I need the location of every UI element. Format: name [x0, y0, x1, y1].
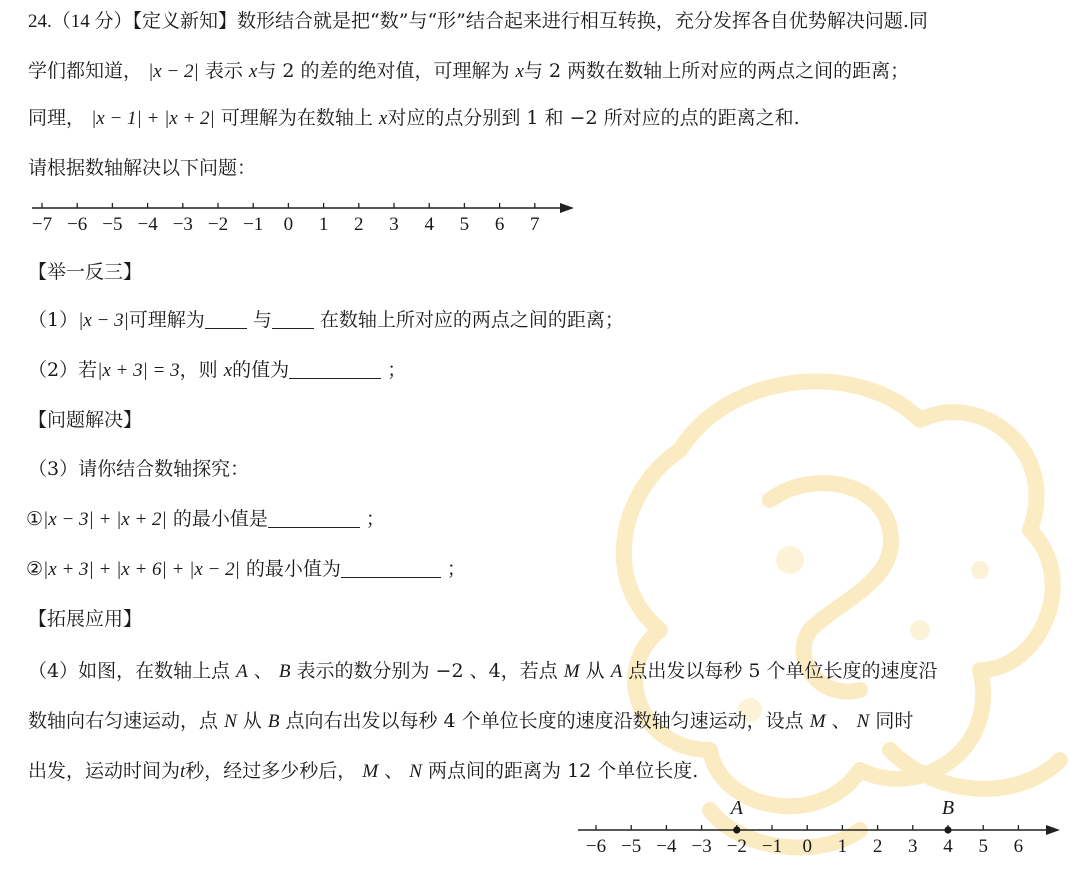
number-line-1-tick-label: 5: [459, 214, 470, 235]
question-4-line-2: [28, 708, 1068, 735]
q4-text-1c: 从: [585, 660, 605, 682]
number-line-1-tick-label: −6: [67, 214, 88, 235]
q4-sep: 、: [253, 660, 273, 682]
q4-point-m: M: [563, 661, 580, 682]
intro-line-2: [28, 58, 1068, 85]
q1-answer-blank-2[interactable]: [272, 308, 314, 329]
var-x: x: [223, 360, 233, 381]
var-x: x: [515, 61, 524, 82]
q4-point-a: A: [236, 661, 248, 682]
number-line-1-tick-label: 7: [530, 214, 540, 235]
q1-answer-blank-1[interactable]: [205, 308, 247, 329]
q4-text-2b: 从: [242, 710, 262, 732]
number-line-2-tick-label: −6: [585, 836, 607, 857]
q4-point-n: N: [224, 711, 237, 732]
q3-sub2-mark: ②: [26, 558, 44, 580]
number-line-2-tick-label: 4: [943, 836, 953, 857]
number-line-1-tick-label: 2: [354, 214, 364, 235]
number-line-1-tick-label: 4: [424, 214, 434, 235]
q3-sub1-mark: ①: [26, 508, 44, 530]
q4-point-n: N: [856, 711, 870, 732]
number-line-2-tick-label: −3: [691, 836, 712, 857]
q4-point-m: M: [809, 711, 826, 732]
intro-text-3c: 对应的点分别到 1 和 −2 所对应的点的距离之和.: [387, 107, 800, 129]
q4-var-t: t: [180, 761, 186, 782]
q4-point-m: M: [362, 761, 379, 782]
question-3-sub-1: [26, 506, 1066, 533]
q4-point-b: B: [267, 711, 280, 732]
question-2: [28, 357, 1068, 384]
number-line-2-arrow: [1046, 825, 1060, 835]
question-4-line-1: [28, 658, 1068, 685]
q3-sub2-answer-blank[interactable]: [341, 557, 441, 578]
q2-label: （2）若: [28, 359, 98, 381]
number-line-2-tick-label: 3: [908, 836, 918, 857]
number-line-1-tick-label: 6: [494, 214, 505, 235]
q4-text-2c: 点向右出发以每秒 4 个单位长度的速度沿数轴匀速运动，设点: [285, 710, 804, 732]
q4-text-2a: 数轴向右匀速运动，点: [28, 710, 219, 732]
question-4-line-3: [28, 758, 1068, 785]
problem-score: （14 分）: [51, 11, 133, 32]
number-line-2-tick-label: 6: [1013, 836, 1024, 857]
number-line-1-tick-label: −3: [172, 214, 193, 235]
number-line-1-tick-label: −7: [31, 214, 53, 235]
q1-text-a: 可理解为: [128, 309, 205, 331]
q3-label: （3）请你结合数轴探究：: [28, 458, 250, 480]
q1-label: （1）: [28, 309, 79, 331]
number-line-1-tick-label: 3: [389, 214, 399, 235]
question-3: [28, 456, 1068, 482]
section-title-1: [28, 259, 1068, 285]
intro-text-2d: 与 2 两数在数轴上所对应的两点之间的距离；: [523, 60, 910, 82]
number-line-1-tick-label: 0: [283, 214, 294, 235]
q3-sub2-expr: |x + 3| + |x + 6| + |x − 2|: [43, 559, 240, 580]
question-1: [28, 307, 1068, 334]
intro-line-3: [28, 105, 1068, 132]
question-3-sub-2: [26, 556, 1066, 583]
intro-line-4: [28, 155, 1068, 181]
q3-sub1-answer-blank[interactable]: [268, 507, 360, 528]
q4-text-1b: 表示的数分别为 −2 、4，若点: [296, 660, 558, 682]
expr-abs-sum: |x − 1| + |x + 2|: [91, 108, 215, 129]
intro-text-2a: 学们都知道，: [28, 60, 143, 82]
intro-line-1: [28, 8, 1068, 35]
q2-answer-blank[interactable]: [289, 358, 381, 379]
intro-text-1: 数形结合就是把“数”与“形”结合起来进行相互转换，充分发挥各自优势解决问题.同: [237, 10, 928, 32]
number-line-1-tick-label: −2: [207, 214, 229, 235]
number-line-1-tick-label: −1: [243, 214, 264, 235]
q4-sep: 、: [384, 760, 404, 782]
q2-text-a: ，则: [179, 359, 218, 381]
q4-point-b: B: [278, 661, 291, 682]
q2-end: ；: [387, 359, 407, 381]
q1-expr: |x − 3|: [78, 310, 129, 331]
number-line-2-tick-label: 0: [802, 836, 812, 857]
q4-text-3a: 出发，运动时间为: [28, 760, 181, 782]
section-title-3-text: 【拓展应用】: [28, 608, 143, 630]
number-line-2: [574, 798, 1064, 862]
q3-sub1-expr: |x − 3| + |x + 2|: [43, 509, 167, 530]
point-a-dot: [733, 826, 740, 833]
q4-sep: 、: [831, 710, 851, 732]
number-line-2-tick-label: −2: [726, 836, 747, 857]
intro-text-3a: 同理，: [28, 107, 86, 129]
expr-abs-x-minus-2: |x − 2|: [148, 61, 199, 82]
section-title-1-text: 【举一反三】: [28, 261, 143, 283]
q2-text-b: 的值为: [232, 359, 290, 381]
q3-sub2-end: ；: [446, 558, 466, 580]
q4-point-a: A: [610, 661, 623, 682]
intro-text-2b: 表示: [204, 60, 243, 82]
number-line-2-tick-label: 2: [872, 836, 883, 857]
q3-sub1-end: ；: [365, 508, 385, 530]
q1-text-b: 与: [252, 309, 272, 331]
var-x: x: [248, 61, 258, 82]
q4-text-3c: 两点间的距离为 12 个单位长度.: [428, 760, 699, 782]
number-line-1-tick-label: 1: [318, 214, 329, 235]
point-b-label: B: [941, 798, 955, 819]
number-line-1-arrow: [560, 203, 574, 213]
q1-text-c: 在数轴上所对应的两点之间的距离；: [319, 309, 624, 331]
var-x: x: [378, 108, 388, 129]
intro-text-4: 请根据数轴解决以下问题：: [28, 157, 257, 179]
intro-text-3b: 可理解为在数轴上: [220, 107, 373, 129]
number-line-2-tick-label: −5: [621, 836, 642, 857]
q3-sub1-text: 的最小值是: [172, 508, 268, 530]
section-title-2-text: 【问题解决】: [28, 409, 143, 431]
section-title-3: [28, 606, 1068, 632]
number-line-2-tick-label: 1: [837, 836, 848, 857]
q2-expr: |x + 3| = 3: [97, 360, 180, 381]
section-title-2: [28, 407, 1068, 433]
number-line-1-tick-label: −5: [102, 214, 123, 235]
problem-tag: 【定义新知】: [132, 10, 238, 32]
q3-sub2-text: 的最小值为: [245, 558, 341, 580]
q4-text-1d: 点出发以每秒 5 个单位长度的速度沿: [628, 660, 938, 682]
number-line-2-tick-label: −1: [761, 836, 783, 857]
q4-text-3b: 秒，经过多少秒后，: [185, 760, 357, 782]
intro-text-2c: 与 2 的差的绝对值，可理解为: [257, 60, 510, 82]
point-b-dot: [944, 826, 951, 833]
q4-text-2d: 同时: [875, 710, 914, 732]
problem-number: 24.: [28, 11, 52, 32]
number-line-2-tick-label: 5: [978, 836, 988, 857]
number-line-1-tick-label: −4: [137, 214, 158, 235]
point-a-label: A: [730, 798, 743, 819]
q4-point-n: N: [409, 761, 422, 782]
number-line-2-tick-label: −4: [656, 836, 677, 857]
number-line-1: [28, 196, 588, 240]
q4-text-1a: （4）如图，在数轴上点: [28, 660, 231, 682]
